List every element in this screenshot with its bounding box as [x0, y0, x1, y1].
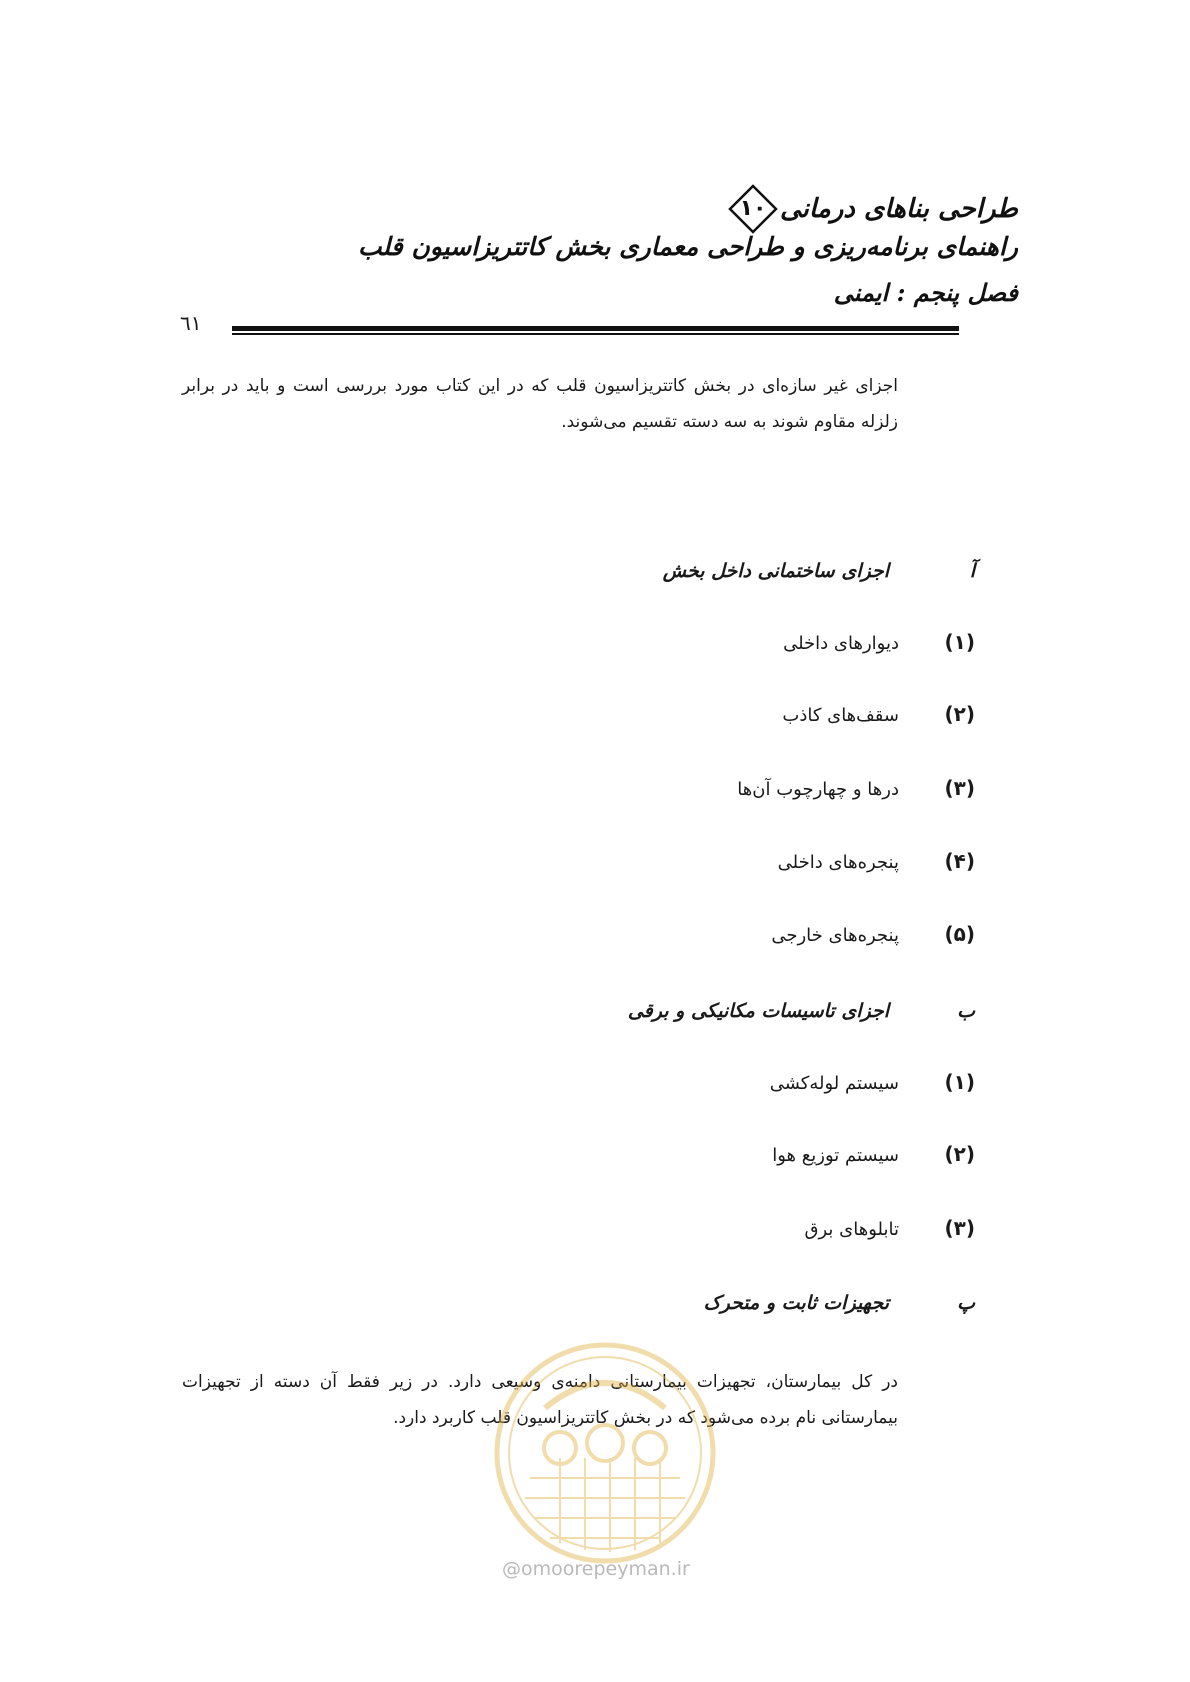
section-heading-b — [628, 1000, 975, 1022]
list-item-label: تابلوهای برق — [804, 1219, 899, 1240]
section-letter: ب — [957, 1000, 975, 1022]
header-divider-thin — [232, 333, 959, 335]
list-item — [782, 702, 975, 726]
book-title: راهنمای برنامه‌ریزی و طراحی معماری بخش کاتتریزاسیون قلب — [357, 232, 1018, 261]
list-item-label: پنجره‌های داخلی — [777, 852, 899, 873]
list-item-number: (۱) — [944, 1070, 975, 1094]
list-item-label: سقف‌های کاذب — [782, 705, 899, 726]
page-number: ٦١ — [180, 311, 202, 335]
list-item-number: (۱) — [944, 630, 975, 654]
list-item-label: سیستم توزیع هوا — [772, 1145, 899, 1166]
list-item-number: (۴) — [944, 849, 975, 873]
list-item — [783, 630, 975, 654]
list-item — [772, 1142, 975, 1166]
series-title: طراحی بناهای درمانی — [780, 194, 1018, 224]
list-item — [771, 922, 975, 946]
list-item-number: (۵) — [944, 922, 975, 946]
list-item-number: (۲) — [944, 702, 975, 726]
series-title-line — [726, 184, 1018, 234]
series-number: ۱۰ — [739, 196, 767, 221]
chapter-title: فصل پنجم : ایمنی — [833, 278, 1018, 307]
watermark-url: @omoorepeyman.ir — [502, 1558, 690, 1580]
section-heading-a — [663, 560, 975, 582]
section-title: اجزای ساختمانی داخل بخش — [662, 560, 889, 582]
equipment-paragraph: در کل بیمارستان، تجهیزات بیمارستانی دامنه‌ی وسیعی دارد. در زیر فقط آن دسته از تجهیزات بیمارستانی نام برده می‌شود که در بخش کاتتریزاسیون قلب کاربرد دارد. — [182, 1372, 898, 1428]
section-heading-c — [704, 1292, 975, 1314]
list-item — [805, 1216, 975, 1240]
list-item-label: سیستم لوله‌کشی — [769, 1073, 899, 1094]
header-divider-thick — [232, 326, 959, 331]
list-item-number: (۲) — [944, 1142, 975, 1166]
list-item — [778, 849, 975, 873]
section-letter: آ — [969, 560, 975, 582]
list-item — [737, 776, 975, 800]
section-title: اجزای تاسیسات مکانیکی و برقی — [627, 1000, 889, 1022]
list-item — [770, 1070, 975, 1094]
intro-paragraph: اجزای غیر سازه‌ای در بخش کاتتریزاسیون قلب که در این کتاب مورد بررسی است و باید در برابر زلزله مقاوم شوند به سه دسته تقسیم می‌شوند. — [182, 376, 898, 432]
list-item-label: دیوارهای داخلی — [783, 633, 899, 654]
watermark-seal-icon — [490, 1338, 720, 1568]
list-item-label: درها و چهارچوب آن‌ها — [737, 779, 899, 800]
list-item-number: (۳) — [944, 776, 975, 800]
section-letter: پ — [957, 1292, 975, 1314]
list-item-label: پنجره‌های خارجی — [771, 925, 899, 946]
section-title: تجهیزات ثابت و متحرک — [703, 1292, 889, 1314]
series-number-badge — [728, 184, 778, 234]
list-item-number: (۳) — [944, 1216, 975, 1240]
